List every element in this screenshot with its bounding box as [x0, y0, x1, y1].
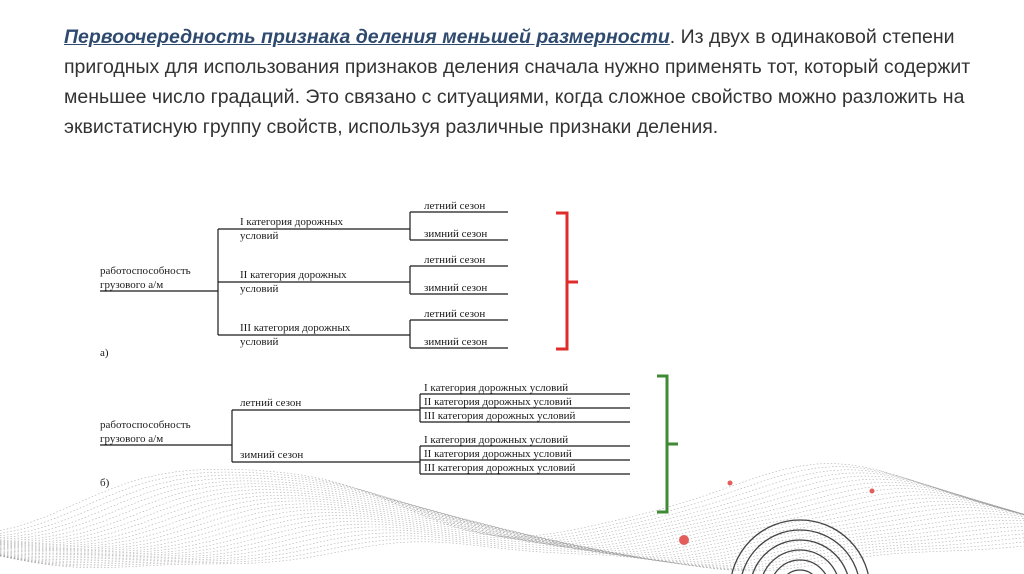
diagram-a-winter-3: зимний сезон	[424, 336, 488, 348]
diagram-a-category-2-line2: условий	[240, 283, 279, 295]
principle-body: Из двух в одинаковой степени пригодных для использования признаков деления сначала нужно применять тот, который содержит меньшее число градаций. Это связано с ситуациями, когда сложное свойство можно разложить на эквистатисную группу свойств, используя различные признаки деления	[64, 26, 971, 138]
diagram-a-summer-2: летний сезон	[424, 254, 486, 266]
red-bracket	[556, 213, 578, 349]
diagram-a-winter-2: зимний сезон	[424, 282, 488, 294]
diagram-a-winter-1: зимний сезон	[424, 228, 488, 240]
principle-title: Первоочередность признака деления меньшей размерности	[64, 26, 670, 48]
diagram-a-label: а)	[100, 347, 109, 359]
diagram-a-category-3-line2: условий	[240, 336, 279, 348]
diagram-b-winter: зимний сезон	[240, 449, 304, 461]
diagram-a-summer-3: летний сезон	[424, 308, 486, 320]
diagram-a-root-line1: работоспособность	[100, 265, 191, 277]
diagram-b-label: б)	[100, 477, 110, 489]
principle-title-dot: .	[669, 26, 676, 48]
diagram-b-winter-category-1: I категория дорожных условий	[424, 434, 569, 446]
diagram-b-summer: летний сезон	[240, 397, 302, 409]
green-bracket	[657, 376, 678, 512]
diagram-b-summer-category-2: II категория дорожных условий	[424, 396, 572, 408]
diagram-a-root-line2: грузового а/м	[100, 279, 164, 291]
diagram-b-root-line1: работоспособность	[100, 419, 191, 431]
diagram-b	[100, 376, 678, 512]
diagram-a-category-3-line1: III категория дорожных	[240, 322, 351, 334]
diagram-a-summer-1: летний сезон	[424, 200, 486, 212]
diagram-a-category-1-line2: условий	[240, 230, 279, 242]
diagram-b-summer-category-3: III категория дорожных условий	[424, 410, 576, 422]
diagram-a-category-1-line1: I категория дорожных	[240, 216, 344, 228]
diagram-b-summer-category-1: I категория дорожных условий	[424, 382, 569, 394]
diagram-a-category-2-line1: II категория дорожных	[240, 269, 347, 281]
principle-end: .	[712, 116, 719, 138]
diagram-a	[100, 200, 578, 359]
diagram-b-winter-category-3: III категория дорожных условий	[424, 462, 576, 474]
diagram-b-root-line2: грузового а/м	[100, 433, 164, 445]
diagram-b-winter-category-2: II категория дорожных условий	[424, 448, 572, 460]
